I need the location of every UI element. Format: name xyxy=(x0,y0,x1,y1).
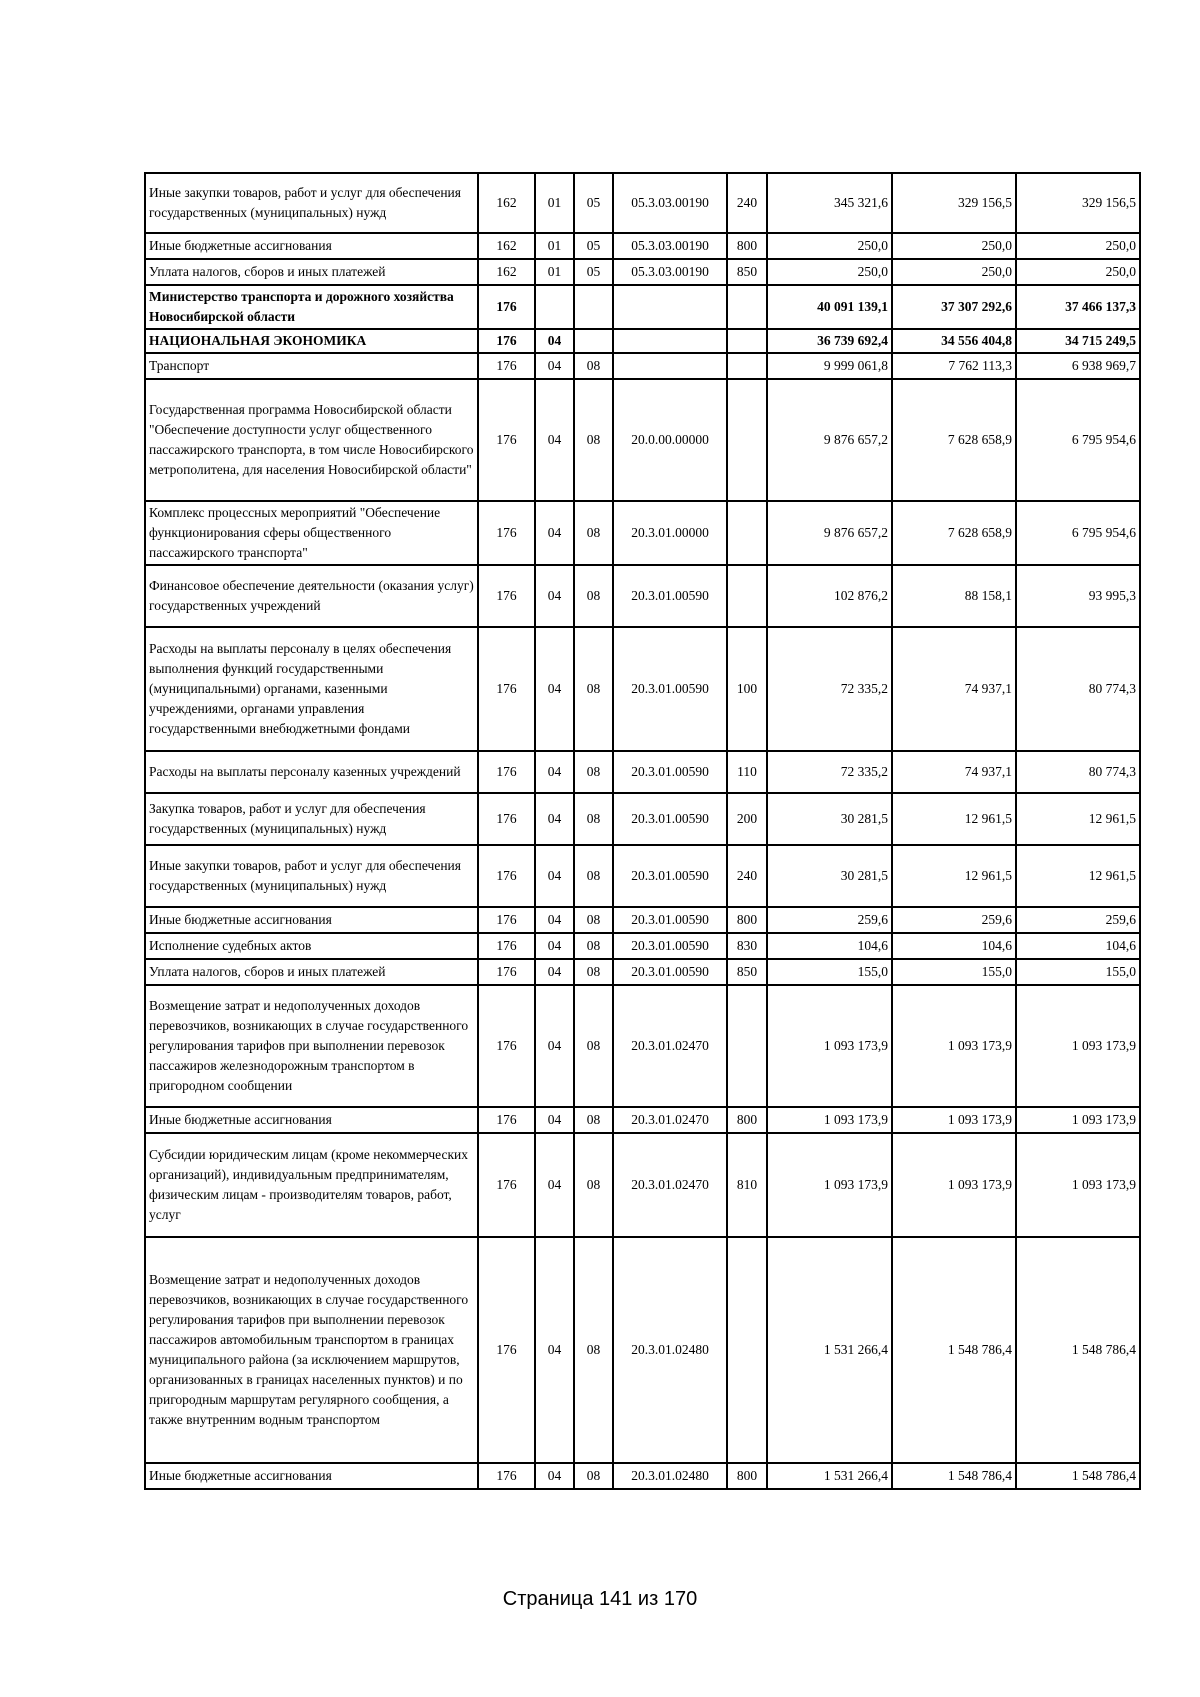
row-expense-type-cell: 240 xyxy=(727,173,767,233)
table-row xyxy=(145,1133,1140,1237)
row-subsection-cell xyxy=(574,329,613,353)
row-amount-year3-cell: 155,0 xyxy=(1016,959,1140,985)
row-grbs-cell: 162 xyxy=(478,259,535,285)
row-name-cell: Государственная программа Новосибирской области "Обеспечение доступности услуг общественного пассажирского транспорта, в том числе Новосибирского метрополитена, для населения Новосибирской области" xyxy=(145,379,478,501)
row-expense-type-cell: 850 xyxy=(727,959,767,985)
row-amount-year1-cell: 259,6 xyxy=(767,907,892,933)
row-expense-type-cell xyxy=(727,353,767,379)
row-target-article-cell xyxy=(613,285,727,329)
row-amount-year1-cell: 104,6 xyxy=(767,933,892,959)
row-subsection-cell: 08 xyxy=(574,627,613,751)
row-name-cell: Субсидии юридическим лицам (кроме некоммерческих организаций), индивидуальным предпринимателям, физическим лицам - производителям товаров, работ, услуг xyxy=(145,1133,478,1237)
row-target-article-cell: 20.3.01.00590 xyxy=(613,627,727,751)
row-target-article-cell: 20.3.01.00590 xyxy=(613,907,727,933)
row-amount-year2-cell: 250,0 xyxy=(892,233,1016,259)
row-name-cell: НАЦИОНАЛЬНАЯ ЭКОНОМИКА xyxy=(145,329,478,353)
row-subsection-cell: 08 xyxy=(574,1133,613,1237)
row-name-cell: Уплата налогов, сборов и иных платежей xyxy=(145,259,478,285)
table-row xyxy=(145,1237,1140,1463)
row-expense-type-cell: 800 xyxy=(727,1463,767,1489)
table-row xyxy=(145,959,1140,985)
row-subsection-cell: 08 xyxy=(574,793,613,845)
row-grbs-cell: 176 xyxy=(478,627,535,751)
table-row xyxy=(145,933,1140,959)
row-amount-year3-cell: 12 961,5 xyxy=(1016,793,1140,845)
row-target-article-cell xyxy=(613,353,727,379)
row-expense-type-cell: 810 xyxy=(727,1133,767,1237)
row-grbs-cell: 176 xyxy=(478,1463,535,1489)
row-name-cell: Финансовое обеспечение деятельности (оказания услуг) государственных учреждений xyxy=(145,565,478,627)
row-subsection-cell: 08 xyxy=(574,959,613,985)
row-amount-year2-cell: 1 093 173,9 xyxy=(892,1133,1016,1237)
row-amount-year3-cell: 6 795 954,6 xyxy=(1016,501,1140,565)
row-name-cell: Иные бюджетные ассигнования xyxy=(145,1463,478,1489)
row-section-cell: 04 xyxy=(535,1107,574,1133)
table-row xyxy=(145,353,1140,379)
row-expense-type-cell: 100 xyxy=(727,627,767,751)
row-amount-year3-cell: 12 961,5 xyxy=(1016,845,1140,907)
row-grbs-cell: 176 xyxy=(478,793,535,845)
row-target-article-cell: 20.3.01.02470 xyxy=(613,1107,727,1133)
table-row xyxy=(145,565,1140,627)
row-amount-year1-cell: 9 999 061,8 xyxy=(767,353,892,379)
row-section-cell: 04 xyxy=(535,565,574,627)
row-amount-year1-cell: 30 281,5 xyxy=(767,793,892,845)
row-amount-year1-cell: 9 876 657,2 xyxy=(767,501,892,565)
row-amount-year2-cell: 88 158,1 xyxy=(892,565,1016,627)
row-name-cell: Иные бюджетные ассигнования xyxy=(145,1107,478,1133)
row-expense-type-cell: 200 xyxy=(727,793,767,845)
row-grbs-cell: 176 xyxy=(478,285,535,329)
row-subsection-cell: 08 xyxy=(574,933,613,959)
row-amount-year1-cell: 1 531 266,4 xyxy=(767,1463,892,1489)
row-section-cell: 04 xyxy=(535,379,574,501)
row-grbs-cell: 162 xyxy=(478,173,535,233)
row-amount-year1-cell: 30 281,5 xyxy=(767,845,892,907)
row-target-article-cell: 05.3.03.00190 xyxy=(613,259,727,285)
row-amount-year2-cell: 1 093 173,9 xyxy=(892,985,1016,1107)
row-section-cell: 04 xyxy=(535,751,574,793)
table-row xyxy=(145,173,1140,233)
row-amount-year3-cell: 6 795 954,6 xyxy=(1016,379,1140,501)
row-name-cell: Расходы на выплаты персоналу казенных учреждений xyxy=(145,751,478,793)
table-row xyxy=(145,627,1140,751)
row-amount-year1-cell: 345 321,6 xyxy=(767,173,892,233)
row-expense-type-cell: 830 xyxy=(727,933,767,959)
row-target-article-cell: 20.3.01.00590 xyxy=(613,933,727,959)
table-row xyxy=(145,233,1140,259)
row-section-cell xyxy=(535,285,574,329)
row-amount-year2-cell: 74 937,1 xyxy=(892,751,1016,793)
row-section-cell: 04 xyxy=(535,933,574,959)
row-amount-year1-cell: 250,0 xyxy=(767,259,892,285)
table-row xyxy=(145,1107,1140,1133)
row-amount-year1-cell: 9 876 657,2 xyxy=(767,379,892,501)
row-expense-type-cell xyxy=(727,285,767,329)
row-grbs-cell: 176 xyxy=(478,1237,535,1463)
row-section-cell: 04 xyxy=(535,501,574,565)
row-grbs-cell: 176 xyxy=(478,1107,535,1133)
row-grbs-cell: 176 xyxy=(478,501,535,565)
row-amount-year1-cell: 36 739 692,4 xyxy=(767,329,892,353)
row-section-cell: 01 xyxy=(535,233,574,259)
row-amount-year3-cell: 1 548 786,4 xyxy=(1016,1463,1140,1489)
row-name-cell: Комплекс процессных мероприятий "Обеспечение функционирования сферы общественного пассажирского транспорта" xyxy=(145,501,478,565)
row-subsection-cell: 05 xyxy=(574,259,613,285)
row-name-cell: Иные бюджетные ассигнования xyxy=(145,907,478,933)
table-row xyxy=(145,985,1140,1107)
row-grbs-cell: 176 xyxy=(478,845,535,907)
row-section-cell: 04 xyxy=(535,1237,574,1463)
row-amount-year1-cell: 40 091 139,1 xyxy=(767,285,892,329)
row-amount-year3-cell: 329 156,5 xyxy=(1016,173,1140,233)
row-amount-year2-cell: 155,0 xyxy=(892,959,1016,985)
row-expense-type-cell xyxy=(727,1237,767,1463)
table-row xyxy=(145,793,1140,845)
row-expense-type-cell xyxy=(727,329,767,353)
row-section-cell: 04 xyxy=(535,329,574,353)
row-amount-year2-cell: 1 093 173,9 xyxy=(892,1107,1016,1133)
row-expense-type-cell xyxy=(727,379,767,501)
row-grbs-cell: 176 xyxy=(478,933,535,959)
row-amount-year1-cell: 1 093 173,9 xyxy=(767,985,892,1107)
row-section-cell: 04 xyxy=(535,985,574,1107)
row-expense-type-cell: 800 xyxy=(727,1107,767,1133)
row-section-cell: 04 xyxy=(535,353,574,379)
row-amount-year2-cell: 259,6 xyxy=(892,907,1016,933)
row-name-cell: Министерство транспорта и дорожного хозяйства Новосибирской области xyxy=(145,285,478,329)
table-row xyxy=(145,259,1140,285)
row-section-cell: 01 xyxy=(535,173,574,233)
row-amount-year1-cell: 1 093 173,9 xyxy=(767,1133,892,1237)
table-body xyxy=(145,173,1140,1489)
row-amount-year3-cell: 1 548 786,4 xyxy=(1016,1237,1140,1463)
row-amount-year2-cell: 74 937,1 xyxy=(892,627,1016,751)
row-subsection-cell: 08 xyxy=(574,845,613,907)
row-amount-year3-cell: 34 715 249,5 xyxy=(1016,329,1140,353)
table-row xyxy=(145,285,1140,329)
row-amount-year2-cell: 7 628 658,9 xyxy=(892,379,1016,501)
row-subsection-cell: 08 xyxy=(574,751,613,793)
row-section-cell: 04 xyxy=(535,907,574,933)
table-row xyxy=(145,329,1140,353)
row-name-cell: Иные закупки товаров, работ и услуг для обеспечения государственных (муниципальных) нужд xyxy=(145,845,478,907)
row-amount-year1-cell: 72 335,2 xyxy=(767,751,892,793)
row-target-article-cell: 20.3.01.02480 xyxy=(613,1463,727,1489)
row-grbs-cell: 176 xyxy=(478,329,535,353)
row-target-article-cell: 20.3.01.00000 xyxy=(613,501,727,565)
row-amount-year2-cell: 1 548 786,4 xyxy=(892,1463,1016,1489)
row-amount-year2-cell: 250,0 xyxy=(892,259,1016,285)
row-amount-year1-cell: 72 335,2 xyxy=(767,627,892,751)
row-subsection-cell: 08 xyxy=(574,1463,613,1489)
row-target-article-cell: 20.3.01.02470 xyxy=(613,1133,727,1237)
row-subsection-cell xyxy=(574,285,613,329)
table-row xyxy=(145,379,1140,501)
row-grbs-cell: 176 xyxy=(478,751,535,793)
row-expense-type-cell xyxy=(727,985,767,1107)
row-amount-year2-cell: 1 548 786,4 xyxy=(892,1237,1016,1463)
row-amount-year2-cell: 7 628 658,9 xyxy=(892,501,1016,565)
row-target-article-cell: 20.0.00.00000 xyxy=(613,379,727,501)
row-expense-type-cell xyxy=(727,501,767,565)
row-amount-year3-cell: 6 938 969,7 xyxy=(1016,353,1140,379)
row-amount-year2-cell: 12 961,5 xyxy=(892,845,1016,907)
row-amount-year3-cell: 1 093 173,9 xyxy=(1016,1133,1140,1237)
row-amount-year3-cell: 250,0 xyxy=(1016,259,1140,285)
row-expense-type-cell: 800 xyxy=(727,233,767,259)
row-target-article-cell: 20.3.01.00590 xyxy=(613,793,727,845)
row-amount-year2-cell: 329 156,5 xyxy=(892,173,1016,233)
row-amount-year2-cell: 34 556 404,8 xyxy=(892,329,1016,353)
table-row xyxy=(145,845,1140,907)
row-amount-year3-cell: 1 093 173,9 xyxy=(1016,1107,1140,1133)
row-amount-year2-cell: 37 307 292,6 xyxy=(892,285,1016,329)
row-grbs-cell: 176 xyxy=(478,353,535,379)
row-target-article-cell: 20.3.01.00590 xyxy=(613,751,727,793)
row-target-article-cell: 05.3.03.00190 xyxy=(613,173,727,233)
row-amount-year1-cell: 250,0 xyxy=(767,233,892,259)
table-row xyxy=(145,907,1140,933)
row-amount-year3-cell: 80 774,3 xyxy=(1016,627,1140,751)
row-amount-year2-cell: 12 961,5 xyxy=(892,793,1016,845)
row-name-cell: Закупка товаров, работ и услуг для обеспечения государственных (муниципальных) нужд xyxy=(145,793,478,845)
row-grbs-cell: 176 xyxy=(478,959,535,985)
row-section-cell: 04 xyxy=(535,959,574,985)
table-row xyxy=(145,1463,1140,1489)
row-section-cell: 04 xyxy=(535,793,574,845)
row-name-cell: Иные бюджетные ассигнования xyxy=(145,233,478,259)
row-section-cell: 04 xyxy=(535,1133,574,1237)
row-name-cell: Иные закупки товаров, работ и услуг для обеспечения государственных (муниципальных) нужд xyxy=(145,173,478,233)
row-amount-year3-cell: 1 093 173,9 xyxy=(1016,985,1140,1107)
row-name-cell: Транспорт xyxy=(145,353,478,379)
row-subsection-cell: 08 xyxy=(574,353,613,379)
row-target-article-cell: 20.3.01.00590 xyxy=(613,959,727,985)
row-subsection-cell: 08 xyxy=(574,379,613,501)
row-amount-year3-cell: 93 995,3 xyxy=(1016,565,1140,627)
row-subsection-cell: 08 xyxy=(574,1237,613,1463)
row-amount-year2-cell: 7 762 113,3 xyxy=(892,353,1016,379)
page-number: Страница 141 из 170 xyxy=(502,1588,698,1610)
row-amount-year3-cell: 37 466 137,3 xyxy=(1016,285,1140,329)
row-target-article-cell: 20.3.01.02480 xyxy=(613,1237,727,1463)
row-amount-year2-cell: 104,6 xyxy=(892,933,1016,959)
budget-table xyxy=(144,172,1141,1490)
row-grbs-cell: 176 xyxy=(478,565,535,627)
row-name-cell: Уплата налогов, сборов и иных платежей xyxy=(145,959,478,985)
row-expense-type-cell xyxy=(727,565,767,627)
row-section-cell: 01 xyxy=(535,259,574,285)
row-expense-type-cell: 850 xyxy=(727,259,767,285)
row-subsection-cell: 08 xyxy=(574,1107,613,1133)
row-subsection-cell: 05 xyxy=(574,233,613,259)
table-row xyxy=(145,501,1140,565)
row-target-article-cell: 20.3.01.02470 xyxy=(613,985,727,1107)
row-name-cell: Исполнение судебных актов xyxy=(145,933,478,959)
row-expense-type-cell: 800 xyxy=(727,907,767,933)
row-target-article-cell: 20.3.01.00590 xyxy=(613,565,727,627)
row-grbs-cell: 176 xyxy=(478,379,535,501)
row-amount-year3-cell: 80 774,3 xyxy=(1016,751,1140,793)
row-amount-year3-cell: 104,6 xyxy=(1016,933,1140,959)
row-amount-year3-cell: 259,6 xyxy=(1016,907,1140,933)
row-name-cell: Возмещение затрат и недополученных доходов перевозчиков, возникающих в случае государственного регулирования тарифов при выполнении перевозок пассажиров автомобильным транспортом в границах муниципального района (за исключением маршрутов, организованных в границах населенных пунктов) и по пригородным маршрутам регулярного сообщения, а также внутренним водным транспортом xyxy=(145,1237,478,1463)
row-amount-year3-cell: 250,0 xyxy=(1016,233,1140,259)
row-expense-type-cell: 110 xyxy=(727,751,767,793)
row-subsection-cell: 08 xyxy=(574,907,613,933)
row-grbs-cell: 176 xyxy=(478,1133,535,1237)
row-amount-year1-cell: 155,0 xyxy=(767,959,892,985)
row-subsection-cell: 08 xyxy=(574,565,613,627)
row-target-article-cell: 20.3.01.00590 xyxy=(613,845,727,907)
row-grbs-cell: 176 xyxy=(478,985,535,1107)
row-expense-type-cell: 240 xyxy=(727,845,767,907)
row-name-cell: Возмещение затрат и недополученных доходов перевозчиков, возникающих в случае государственного регулирования тарифов при выполнении перевозок пассажиров железнодорожным транспортом в пригородном сообщении xyxy=(145,985,478,1107)
row-subsection-cell: 08 xyxy=(574,501,613,565)
row-target-article-cell xyxy=(613,329,727,353)
row-section-cell: 04 xyxy=(535,1463,574,1489)
row-amount-year1-cell: 102 876,2 xyxy=(767,565,892,627)
row-section-cell: 04 xyxy=(535,627,574,751)
row-target-article-cell: 05.3.03.00190 xyxy=(613,233,727,259)
row-amount-year1-cell: 1 093 173,9 xyxy=(767,1107,892,1133)
row-subsection-cell: 05 xyxy=(574,173,613,233)
row-section-cell: 04 xyxy=(535,845,574,907)
row-name-cell: Расходы на выплаты персоналу в целях обеспечения выполнения функций государственными (муниципальными) органами, казенными учреждениями, органами управления государственными внебюджетными фондами xyxy=(145,627,478,751)
row-subsection-cell: 08 xyxy=(574,985,613,1107)
row-amount-year1-cell: 1 531 266,4 xyxy=(767,1237,892,1463)
row-grbs-cell: 162 xyxy=(478,233,535,259)
table-row xyxy=(145,751,1140,793)
row-grbs-cell: 176 xyxy=(478,907,535,933)
